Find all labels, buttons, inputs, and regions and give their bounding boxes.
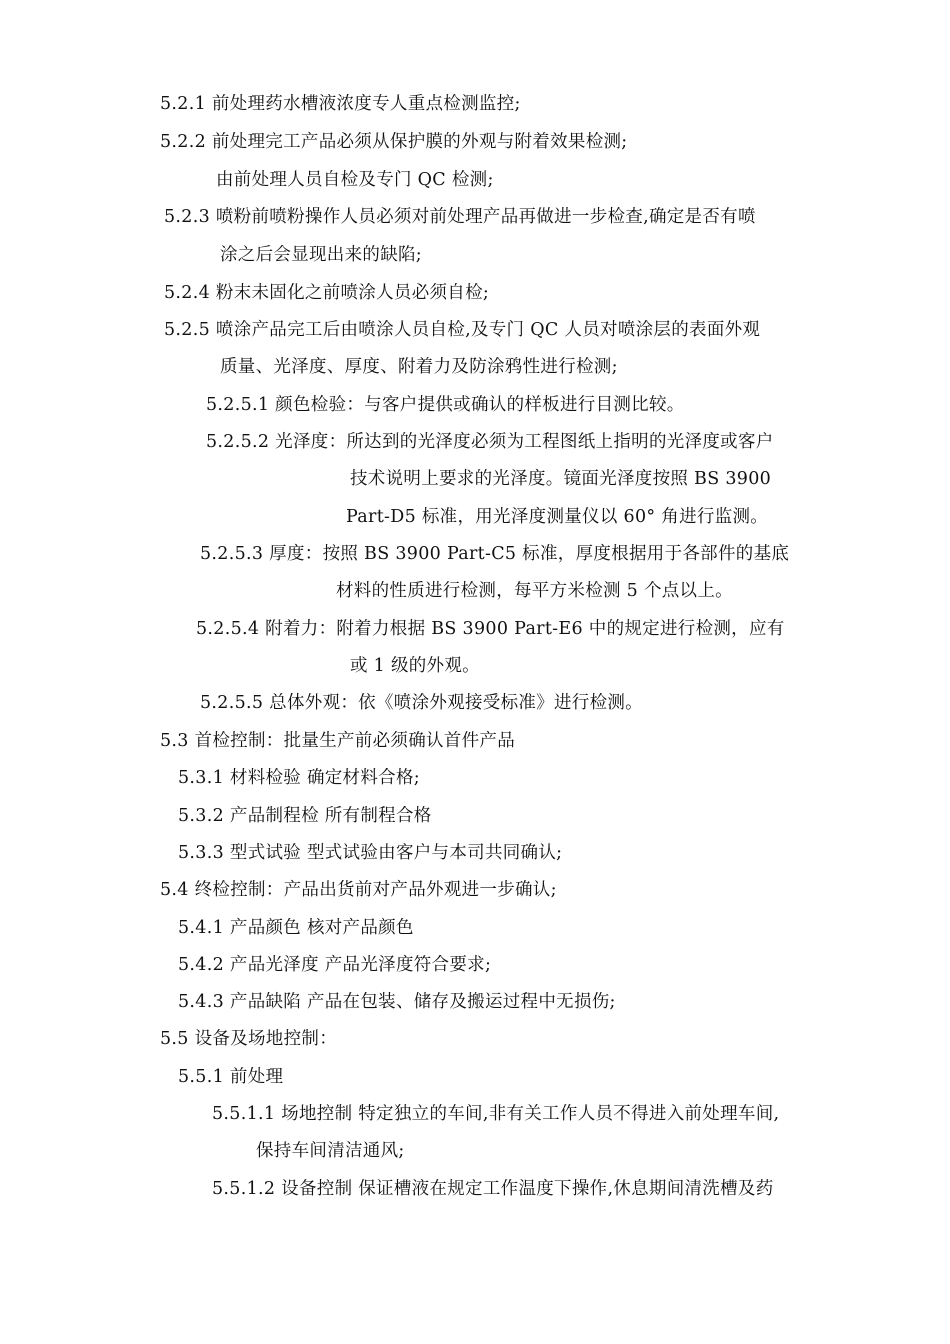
clause-5-2-5-2: 5.2.5.2 光泽度：所达到的光泽度必须为工程图纸上指明的光泽度或客户 [206,432,774,452]
clause-5-4: 5.4 终检控制：产品出货前对产品外观进一步确认; [160,880,557,900]
clause-5-2-5-4-cont: 或 1 级的外观。 [350,656,480,676]
clause-5-2-3: 5.2.3 喷粉前喷粉操作人员必须对前处理产品再做进一步检查,确定是否有喷 [164,207,756,227]
clause-5-5-1-1: 5.5.1.1 场地控制 特定独立的车间,非有关工作人员不得进入前处理车间, [212,1104,780,1124]
clause-5-2-5-2-cont-1: 技术说明上要求的光泽度。镜面光泽度按照 BS 3900 [350,469,772,489]
clause-5-4-2: 5.4.2 产品光泽度 产品光泽度符合要求; [178,955,492,975]
clause-5-3-3: 5.3.3 型式试验 型式试验由客户与本司共同确认; [178,843,563,863]
clause-5-2-4: 5.2.4 粉末未固化之前喷涂人员必须自检; [164,283,490,303]
clause-5-4-3: 5.4.3 产品缺陷 产品在包装、储存及搬运过程中无损伤; [178,992,616,1012]
clause-5-2-2: 5.2.2 前处理完工产品必须从保护膜的外观与附着效果检测; [160,132,628,152]
clause-5-2-1: 5.2.1 前处理药水槽液浓度专人重点检测监控; [160,94,521,114]
clause-5-2-5-2-cont-2: Part-D5 标准，用光泽度测量仪以 60° 角进行监测。 [346,507,769,527]
clause-5-5-1-1-cont: 保持车间清洁通风; [256,1141,405,1161]
clause-5-3: 5.3 首检控制：批量生产前必须确认首件产品 [160,731,515,751]
clause-5-2-5-5: 5.2.5.5 总体外观：依《喷涂外观接受标准》进行检测。 [200,693,643,713]
clause-5-5: 5.5 设备及场地控制： [160,1029,337,1049]
clause-5-2-2-cont: 由前处理人员自检及专门 QC 检测; [216,170,494,190]
clause-5-2-5-3: 5.2.5.3 厚度：按照 BS 3900 Part-C5 标准，厚度根据用于各部件的基底 [200,544,790,564]
clause-5-4-1: 5.4.1 产品颜色 核对产品颜色 [178,918,414,938]
clause-5-2-5-3-cont: 材料的性质进行检测，每平方米检测 5 个点以上。 [336,581,733,601]
clause-5-3-2: 5.3.2 产品制程检 所有制程合格 [178,806,432,826]
clause-5-2-5-cont: 质量、光泽度、厚度、附着力及防涂鸦性进行检测; [220,357,618,377]
clause-5-3-1: 5.3.1 材料检验 确定材料合格; [178,768,420,788]
clause-5-5-1-2: 5.5.1.2 设备控制 保证槽液在规定工作温度下操作,休息期间清洗槽及药 [212,1179,774,1199]
clause-5-2-3-cont: 涂之后会显现出来的缺陷; [220,245,422,265]
clause-5-2-5-4: 5.2.5.4 附着力：附着力根据 BS 3900 Part-E6 中的规定进行检测，应有 [196,619,785,639]
clause-5-2-5-1: 5.2.5.1 颜色检验：与客户提供或确认的样板进行目测比较。 [206,395,685,415]
clause-5-5-1: 5.5.1 前处理 [178,1067,284,1087]
clause-5-2-5: 5.2.5 喷涂产品完工后由喷涂人员自检,及专门 QC 人员对喷涂层的表面外观 [164,320,761,340]
